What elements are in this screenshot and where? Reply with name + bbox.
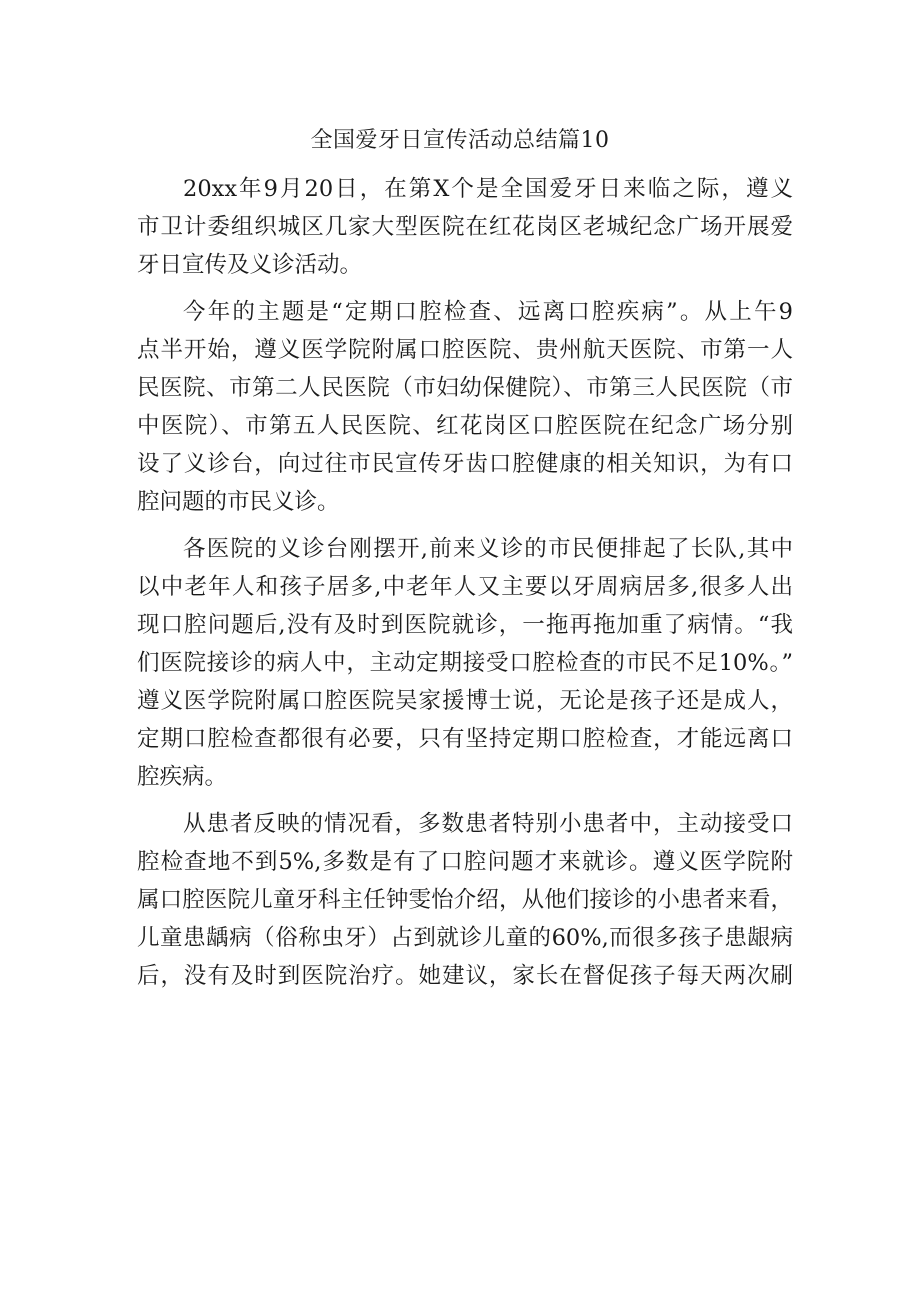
paragraph-line: 以中老年人和孩子居多,中老年人又主要以牙周病居多,很多人出: [137, 574, 793, 600]
paragraph-line: 腔问题的市民义诊。: [137, 489, 340, 515]
paragraph-line: 儿童患龋病（俗称虫牙）占到就诊儿童的60%,而很多孩子患龈病: [137, 925, 793, 951]
paragraph-line: 20xx年9月20日，在第X个是全国爱牙日来临之际，遵义: [183, 176, 793, 202]
paragraph: [137, 293, 793, 521]
paragraph-line: 现口腔问题后,没有及时到医院就诊，一拖再拖加重了病情。“我: [137, 612, 793, 638]
paragraph-line: 设了义诊台，向过往市民宣传牙齿口腔健康的相关知识，为有口: [137, 451, 793, 477]
paragraph-line: 牙日宣传及义诊活动。: [137, 252, 363, 278]
paragraph-line: 今年的主题是“定期口腔检查、远离口腔疾病”。从上午9: [183, 299, 793, 325]
paragraph-line: 定期口腔检查都很有必要，只有坚持定期口腔检查，才能远离口: [137, 726, 793, 752]
paragraph-line: 腔检查地不到5%,多数是有了口腔问题才来就诊。遵义医学院附: [137, 849, 793, 875]
paragraph-line: 属口腔医院儿童牙科主任钟雯怡介绍，从他们接诊的小患者来看，: [137, 887, 793, 913]
paragraph-line: 市卫计委组织城区几家大型医院在红花岗区老城纪念广场开展爱: [137, 214, 793, 240]
document-title: 全国爱牙日宣传活动总结篇10: [310, 128, 610, 153]
paragraph: [137, 805, 793, 995]
paragraph-line: 腔疾病。: [137, 764, 228, 790]
paragraph-line: 民医院、市第二人民医院（市妇幼保健院）、市第三人民医院（市: [137, 375, 793, 401]
paragraph-line: 后，没有及时到医院治疗。她建议，家长在督促孩子每天两次刷: [137, 963, 793, 989]
paragraph-line: 们医院接诊的病人中，主动定期接受口腔检查的市民不足10%。”: [137, 650, 793, 676]
paragraph: [137, 530, 793, 796]
document-body: [137, 170, 793, 995]
paragraph: [137, 170, 793, 284]
paragraph-line: 中医院）、市第五人民医院、红花岗区口腔医院在纪念广场分别: [137, 413, 793, 439]
paragraph-line: 点半开始，遵义医学院附属口腔医院、贵州航天医院、市第一人: [137, 337, 793, 363]
paragraph-line: 从患者反映的情况看，多数患者特别小患者中，主动接受口: [183, 811, 793, 837]
paragraph-line: 各医院的义诊台刚摆开,前来义诊的市民便排起了长队,其中: [183, 536, 793, 562]
paragraph-line: 遵义医学院附属口腔医院吴家援博士说，无论是孩子还是成人，: [137, 688, 793, 714]
